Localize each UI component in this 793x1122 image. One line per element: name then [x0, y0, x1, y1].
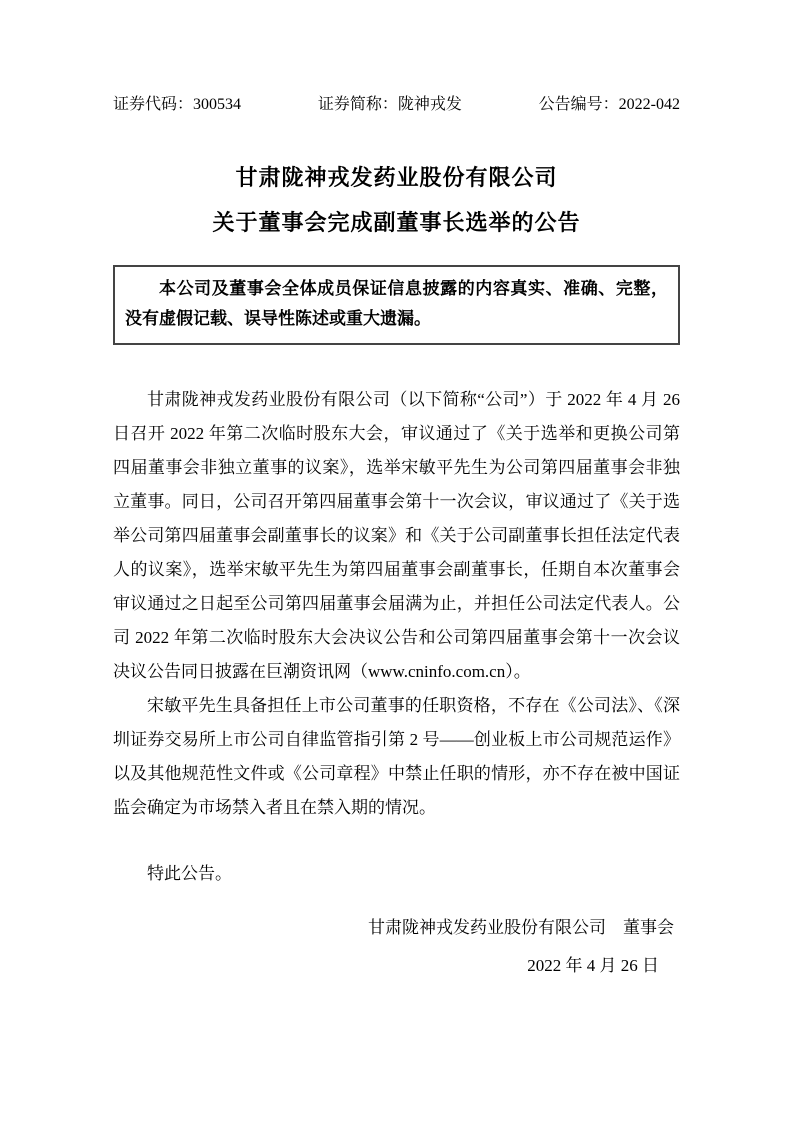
paragraph-qualification: 宋敏平先生具备担任上市公司董事的任职资格，不存在《公司法》、《深圳证券交易所上市公司自律监管指引第 2 号——创业板上市公司规范运作》以及其他规范性文件或《公司章程》中禁止任职的情形，亦不存在被中国证监会确定为市场禁入者且在禁入期的情况。 — [113, 696, 680, 817]
announcement-number: 公告编号：2022-042 — [538, 96, 680, 113]
stock-abbreviation: 证券简称：陇神戎发 — [317, 96, 462, 113]
signature-date: 2022 年 4 月 26 日 — [527, 956, 659, 975]
signature-company: 甘肃陇神戎发药业股份有限公司 董事会 — [368, 918, 674, 937]
stock-code: 证券代码：300534 — [113, 96, 242, 113]
document-header — [113, 95, 680, 115]
disclaimer-text: 本公司及董事会全体成员保证信息披露的内容真实、准确、完整，没有虚假记载、误导性陈述或重大遗漏。 — [125, 279, 668, 328]
title-block — [113, 155, 680, 245]
body-text — [113, 383, 680, 891]
disclaimer-box — [113, 265, 680, 345]
company-name-title: 甘肃陇神戎发药业股份有限公司 — [235, 165, 558, 190]
announcement-title: 关于董事会完成副董事长选举的公告 — [212, 210, 581, 235]
signature-block — [113, 915, 680, 979]
paragraph-resolution: 甘肃陇神戎发药业股份有限公司（以下简称“公司”）于 2022 年 4 月 26 日召开 2022 年第二次临时股东大会，审议通过了《关于选举和更换公司第四届董事会非独立董事的议案》，选举宋敏平先生为公司第四届董事会非独立董事。同日，公司召开第四届董事会第十一次会议，审议通过了《关于选举公司第四届董事会副董事长的议案》和《关于公司副董事长担任法定代表人的议案》，选举宋敏平先生为第四届董事会副董事长，任期自本次董事会审议通过之日起至公司第四届董事会届满为止，并担任公司法定代表人。公司 2022 年第二次临时股东大会决议公告和公司第四届董事会第十一次会议决议公告同日披露在巨潮资讯网（www.cninfo.com.cn）。 — [113, 390, 680, 681]
closing-remark: 特此公告。 — [147, 864, 232, 883]
